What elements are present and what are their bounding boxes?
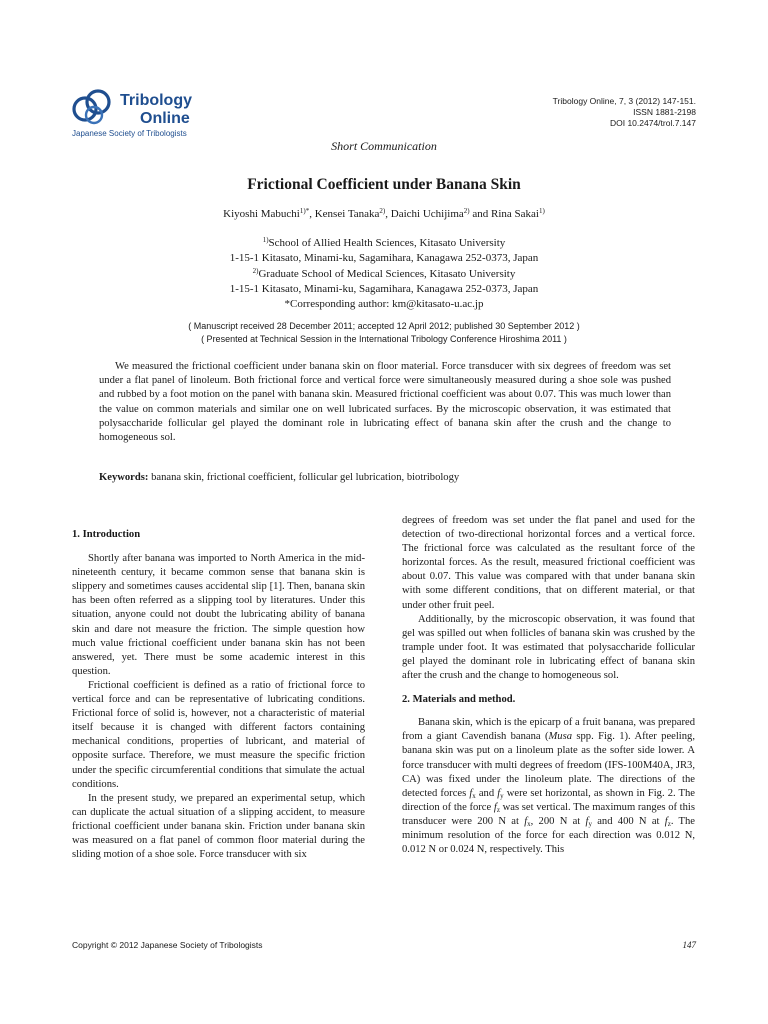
affiliation-mark: 2) — [252, 266, 259, 275]
author-name: Kensei Tanaka — [314, 208, 380, 220]
paragraph — [402, 716, 695, 857]
author-mark: 2) — [379, 207, 386, 215]
author-sep: , — [385, 208, 391, 220]
journal-logo — [72, 88, 212, 138]
paragraph: degrees of freedom was set under the flat panel and used for the detection of two-directional horizontal forces and a vertical force. The frictional force was calculated as the resultant force of the horizontal forces. As the result, measured frictional coefficient was about 0.07. This value was compared with that under banana skin with some different conditions, that on different material, or that under other fruit peel. — [402, 515, 695, 611]
affiliation-text: Graduate School of Medical Sciences, Kitasato University — [258, 267, 516, 280]
keywords-text: banana skin, frictional coefficient, follicular gel lubrication, biotribology — [151, 472, 460, 483]
text-run: and — [475, 787, 498, 799]
affiliations — [0, 236, 768, 312]
symbol: f — [493, 801, 497, 813]
presented-info: ( Presented at Technical Session in the International Tribology Conference Hiroshima 2011 ) — [201, 334, 567, 344]
text-run: and 400 N at — [591, 815, 665, 827]
subscript: z — [496, 805, 500, 814]
author-list — [0, 208, 768, 220]
species-name: Musa — [548, 731, 573, 743]
text-run: was set vertical. The maximum ranges of this transducer were 200 N at — [402, 801, 695, 827]
logo-line1: Tribology — [120, 92, 192, 109]
author-sep: , — [309, 208, 315, 220]
citation: Tribology Online, 7, 3 (2012) 147-151. — [552, 96, 696, 106]
affiliation-text: School of Allied Health Sciences, Kitasato University — [268, 237, 506, 249]
affiliation-text: 1-15-1 Kitasato, Minami-ku, Sagamihara, Kanagawa 252-0373, Japan — [229, 252, 539, 265]
logo-society: Japanese Society of Tribologists — [72, 129, 187, 138]
subscript: x — [472, 791, 476, 800]
affiliation-line — [0, 236, 768, 251]
text-run: spp. Fig. 1). After peeling, banana skin was put on a linoleum plate as the softer side lower. A force transducer with multi degrees of freedom (IFS-100M40A, JR3, CA) was fixed under the linoleum plate. The directions of the detected forces — [402, 731, 695, 799]
keywords-label: Keywords: — [99, 472, 149, 483]
issn: ISSN 1881-2198 — [633, 107, 696, 117]
symbol: f — [585, 815, 589, 827]
affiliation-line — [0, 267, 768, 282]
keywords — [99, 472, 671, 483]
manuscript-info — [0, 320, 768, 346]
affiliation-line — [0, 282, 768, 297]
symbol: f — [664, 815, 668, 827]
affiliation-line — [0, 251, 768, 266]
section-heading-introduction: 1. Introduction — [72, 529, 141, 540]
text-run: , 200 N at — [530, 815, 586, 827]
text-run: were set horizontal, as shown in Fig. 2. The direction of the force — [402, 787, 695, 813]
affiliation-text: *Corresponding author: km@kitasato-u.ac.jp — [284, 298, 484, 311]
logo-line2: Online — [140, 110, 190, 127]
author-name: Kiyoshi Mabuchi — [223, 208, 300, 220]
article-type: Short Communication — [331, 139, 437, 153]
subscript: y — [500, 791, 504, 800]
author-mark: 1)* — [299, 207, 310, 215]
page-number: 147 — [682, 940, 696, 950]
affiliation-text: 1-15-1 Kitasato, Minami-ku, Sagamihara, Kanagawa 252-0373, Japan — [229, 282, 539, 295]
section-heading-materials: 2. Materials and method. — [402, 694, 516, 706]
subscript: x — [527, 819, 531, 828]
manuscript-dates: ( Manuscript received 28 December 2011; accepted 12 April 2012; published 30 September 2012 ) — [188, 321, 580, 331]
symbol: f — [497, 787, 501, 799]
subscript: z — [667, 819, 671, 828]
abstract: We measured the frictional coefficient under banana skin on floor material. Force transducer with six degrees of freedom was set under a flat panel of linoleum. Both frictional force and vertical force were simultaneously measured during a shoe sole was pushed and rubbed by a foot motion on the panel with banana skin. Measured frictional coefficient was about 0.07. This was much lower than the value on common materials and similar one on well lubricated surfaces. By the microscopic observation, it was estimated that polysaccharide follicular gel played the dominant role in lubricating effect of banana skin after the crush and the change to homogeneous sol. — [99, 361, 671, 444]
author-name: Rina Sakai — [491, 208, 539, 220]
left-column — [72, 528, 365, 862]
paragraph: In the present study, we prepared an experimental setup, which can duplicate the actual situation of a slipping accident, to measure frictional coefficient under banana skin. Friction under banana skin was measured on a flat panel of common floor material during the sliding motion of a shoe sole. Force transducer with six — [72, 792, 365, 861]
corresponding-author — [0, 297, 768, 312]
right-column — [402, 514, 695, 857]
symbol: f — [469, 787, 473, 799]
tribology-logo-icon — [72, 88, 116, 130]
symbol: f — [524, 815, 528, 827]
author-sep: and — [469, 208, 492, 220]
doi: DOI 10.2474/trol.7.147 — [609, 118, 696, 128]
paragraph: Additionally, by the microscopic observation, it was found that gel was spilled out when follicles of banana skin was crushed by the trample under foot. It was estimated that polysaccharide follicular gel played the dominant role in lubricating effect of banana skin after the crush and the change to homogeneous sol. — [402, 613, 695, 682]
footer-copyright: Copyright © 2012 Japanese Society of Tribologists — [72, 940, 263, 950]
author-name: Daichi Uchijima — [390, 208, 464, 220]
paper-title: Frictional Coefficient under Banana Skin — [247, 176, 521, 193]
citation-block — [553, 96, 696, 129]
text-run: Banana skin, which is the epicarp of a fruit banana, was prepared from a giant Cavendish banana ( — [402, 717, 695, 743]
affiliation-mark: 1) — [262, 236, 269, 244]
author-mark: 2) — [463, 207, 470, 215]
subscript: y — [588, 819, 592, 828]
text-run: . The minimum resolution of the force for each direction was 0.012 N, 0.012 N or 0.024 N, respectively. This — [402, 815, 695, 856]
author-mark: 1) — [538, 207, 545, 215]
paragraph: Frictional coefficient is defined as a ratio of frictional force to vertical force and can be representative of lubricating conditions. Frictional force of solid is, however, not a characteristic of material itself because it is changed with different factors containing mechanical conditions, properties of lubricant, and material of opposite surface. Therefore, we must measure the specific friction under the specific circumferential conditions that simulate the actual conditions. — [72, 679, 365, 790]
paragraph: Shortly after banana was imported to North America in the mid-nineteenth century, it became common sense that banana skin is slippery and sometimes causes accidental slip [1]. Then, banana skin has been often referred as a slipping tool by literatures. Under this situation, anyone could not doubt the lubricating ability of banana skin and dare not measure the friction. The simple question how much value frictional coefficient under banana skin has not been answered, yet. There must be some academic interest in this question. — [72, 553, 365, 677]
